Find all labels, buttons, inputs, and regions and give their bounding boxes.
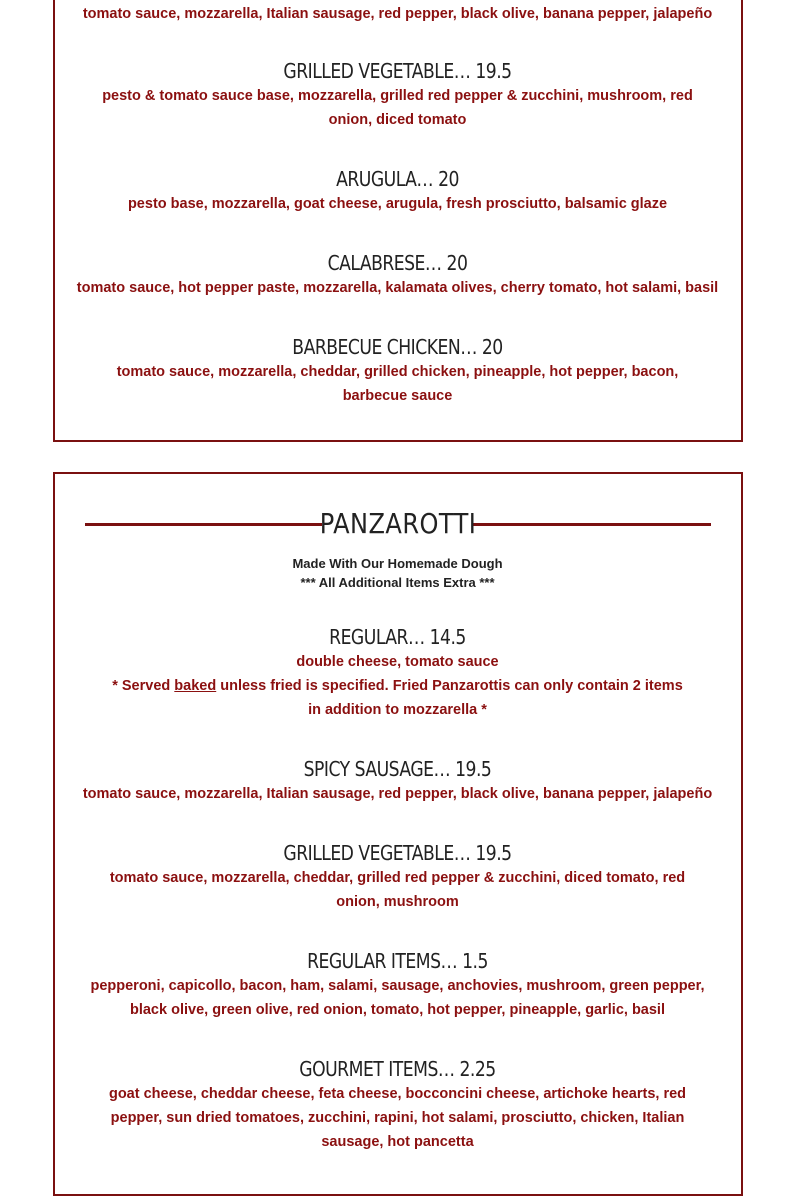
panzarotti-item-regular-name: REGULAR… 14.5 (329, 625, 466, 649)
panzarotti-heading (85, 505, 711, 545)
pizza-item-calabrese-name: CALABRESE… 20 (327, 251, 468, 275)
panzarotti-regular-items-name: REGULAR ITEMS… 1.5 (307, 949, 488, 973)
panzarotti-item-grilled-vegetable-description: tomato sauce, mozzarella, cheddar, grilled red pepper & zucchini, diced tomato, red onion, mushroom (109, 870, 686, 910)
panzarotti-regular-items-description: pepperoni, capicollo, bacon, ham, salami, sausage, anchovies, mushroom, green pepper, black olive, green olive, red onion, tomato, hot pepper, pineapple, garlic, basil (90, 978, 705, 1018)
panzarotti-regular-items (0, 948, 795, 1022)
panzarotti-item-spicy-sausage-description: tomato sauce, mozzarella, Italian sausage, red pepper, black olive, banana pepper, jalapeño (82, 786, 713, 802)
note-prefix: * Served (112, 678, 175, 694)
panzarotti-item-regular-description: double cheese, tomato sauce (296, 654, 499, 670)
section-title: PANZAROTTI (319, 507, 477, 540)
panzarotti-item-spicy-sausage-name: SPICY SAUSAGE… 19.5 (303, 757, 492, 781)
pizza-item-arugula (0, 166, 795, 216)
pizza-item-grilled-vegetable-name: GRILLED VEGETABLE… 19.5 (283, 59, 512, 83)
panzarotti-regular-note (108, 674, 688, 722)
panzarotti-item-regular (0, 624, 795, 722)
pizza-item-barbecue-chicken (0, 334, 795, 408)
panzarotti-gourmet-items-name: GOURMET ITEMS… 2.25 (299, 1057, 496, 1081)
panzarotti-item-grilled-vegetable (0, 840, 795, 914)
subtitle-dough: Made With Our Homemade Dough (292, 556, 503, 571)
pizza-item-grilled-vegetable (0, 58, 795, 132)
pizza-item-arugula-description: pesto base, mozzarella, goat cheese, arugula, fresh prosciutto, balsamic glaze (127, 196, 668, 212)
subtitle-extra: *** All Additional Items Extra *** (300, 575, 495, 590)
panzarotti-gourmet-items (0, 1056, 795, 1154)
baked-link[interactable]: baked (174, 678, 217, 694)
pizza-item-calabrese (0, 250, 795, 300)
panzarotti-item-spicy-sausage (0, 756, 795, 806)
pizza-item-calabrese-description: tomato sauce, hot pepper paste, mozzarella, kalamata olives, cherry tomato, hot salami, basil (76, 280, 719, 296)
pizza-item-1-description: tomato sauce, mozzarella, Italian sausage, red pepper, black olive, banana pepper, jalapeño (82, 6, 713, 22)
panzarotti-item-grilled-vegetable-name: GRILLED VEGETABLE… 19.5 (283, 841, 512, 865)
pizza-item-grilled-vegetable-description: pesto & tomato sauce base, mozzarella, grilled red pepper & zucchini, mushroom, red onion, diced tomato (102, 88, 693, 128)
panzarotti-gourmet-items-description: goat cheese, cheddar cheese, feta cheese, bocconcini cheese, artichoke hearts, red pepper, sun dried tomatoes, zucchini, rapini, hot salami, prosciutto, chicken, Italian sausage, hot pancetta (108, 1086, 687, 1150)
pizza-item-barbecue-chicken-name: BARBECUE CHICKEN… 20 (292, 335, 503, 359)
pizza-item-barbecue-chicken-description: tomato sauce, mozzarella, cheddar, grilled chicken, pineapple, hot pepper, bacon, barbecue sauce (116, 364, 679, 404)
note-suffix: unless fried is specified. Fried Panzarottis can only contain 2 items in addition to mozzarella * (216, 678, 683, 718)
pizza-item-1 (0, 2, 795, 26)
panzarotti-subtitles (0, 554, 795, 592)
pizza-item-arugula-name: ARUGULA… 20 (336, 167, 459, 191)
